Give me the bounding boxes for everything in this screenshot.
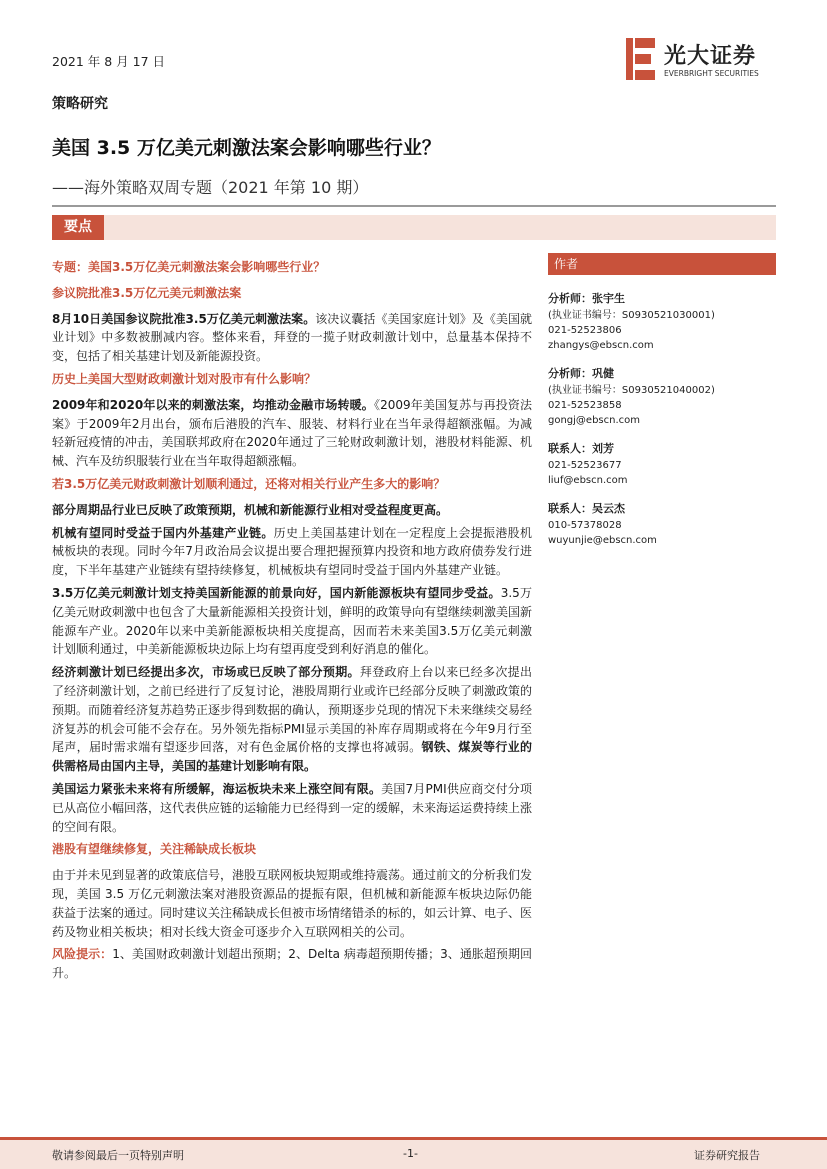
analyst-email[interactable]: zhangys@ebscn.com	[548, 340, 654, 351]
section-heading-3: 若3.5万亿美元财政刺激计划顺利通过，还将对相关行业产生多大的影响？	[52, 476, 446, 491]
paragraph-7	[52, 780, 532, 836]
report-date: 2021 年 8 月 17 日	[52, 54, 166, 69]
page-number: -1-	[403, 1147, 418, 1160]
footer-report-type: 证券研究报告	[694, 1149, 760, 1162]
paragraph-7-text: 美国7月PMI供应商交付分项已从高位小幅回落，这代表供应链的运输能力已经得到一定的缓解，未来海运运费持续上涨的空间有限。	[52, 781, 533, 834]
logo-name-cn: 光大证券	[664, 44, 757, 69]
keypoints-body	[52, 258, 532, 987]
paragraph-6-lead: 经济刺激计划已经提出多次，市场或已反映了部分预期。	[52, 665, 360, 680]
paragraph-4-lead: 机械有望同时受益于国内外基建产业链。	[52, 525, 274, 540]
analyst-1	[548, 291, 776, 353]
paragraph-6	[52, 663, 532, 776]
analyst-name: 分析师：巩健	[548, 367, 614, 380]
paragraph-2-text: 《2009年美国复苏与再投资法案》于2009年2月出台，颁布后港股的汽车、服装、材料行业在当年录得超额涨幅。为减轻新冠疫情的冲击，美国联邦政府在2020年通过了三轮财政刺激计划，港股材料能源、机械、汽车及纺织服装行业在当年取得超额涨幅。	[52, 397, 532, 469]
author-sidebar	[548, 253, 776, 561]
paragraph-1	[52, 310, 532, 366]
contact-1	[548, 441, 776, 488]
page-title: 美国 3.5 万亿美元刺激法案会影响哪些行业？	[52, 137, 441, 159]
company-logo	[626, 38, 786, 82]
author-header: 作者	[548, 253, 776, 275]
title-divider	[52, 205, 776, 207]
footer-disclaimer: 敬请参阅最后一页特别声明	[52, 1149, 184, 1162]
paragraph-1-text: 该决议囊括《美国家庭计划》及《美国就业计划》中多数被删减内容。整体来看，拜登的一揽子财政刺激计划中，总量基本保持不变，包括了相关基建计划及新能源投资。	[52, 311, 532, 364]
risk-warning	[52, 945, 532, 983]
risk-label: 风险提示：	[52, 947, 113, 962]
contact-email[interactable]: wuyunjie@ebscn.com	[548, 535, 657, 546]
paragraph-5	[52, 584, 532, 659]
paragraph-6-text: 拜登政府上台以来已经多次提出了经济刺激计划，之前已经进行了反复讨论，港股周期行业或许已经部分反映了刺激政策的预期。而随着经济复苏趋势正逐步得到数据的确认，预期逐步兑现的情况下未来继续交易经济复苏的机会可能不会存在。另外领先指标PMI显示美国的补库存周期或将在今年9月行至尾声，届时需求端有望逐步回落，对有色金属价格的支撑也将减弱。	[52, 665, 533, 755]
contact-name: 联系人：刘芳	[548, 442, 614, 455]
paragraph-1-lead: 8月10日美国参议院批准3.5万亿美元刺激法案。	[52, 311, 316, 326]
contact-name: 联系人：吴云杰	[548, 502, 625, 515]
logo-name-en: EVERBRIGHT SECURITIES	[664, 69, 759, 78]
analyst-phone: 021-52523858	[548, 400, 622, 411]
topic-heading: 专题：美国3.5万亿美元刺激法案会影响哪些行业？	[52, 260, 326, 274]
contact-phone: 010-57378028	[548, 520, 622, 531]
paragraph-8	[52, 866, 532, 941]
contact-phone: 021-52523677	[548, 460, 622, 471]
paragraph-5-text: 3.5万亿美元财政刺激中也包含了大量新能源相关投资计划，鲜明的政策导向有望继续刺激美国新能源车产业。2020年以来中美新能源板块相关度提高，因而若未来美国3.5万亿美元刺激计划顺利通过，中美新能源板块边际上均有望再度受到利好消息的催化。	[52, 585, 533, 657]
analyst-phone: 021-52523806	[548, 325, 622, 336]
analyst-cert: (执业证书编号：S0930521030001)	[548, 310, 715, 321]
section-heading-2: 历史上美国大型财政刺激计划对股市有什么影响？	[52, 371, 317, 386]
paragraph-5-lead: 3.5万亿美元刺激计划支持美国新能源的前景向好，国内新能源板块有望同步受益。	[52, 585, 501, 600]
risk-text: 1、美国财政刺激计划超出预期；2、Delta 病毒超预期传播；3、通胀超预期回升。	[52, 947, 532, 981]
logo-mark-icon	[626, 38, 656, 80]
paragraph-3	[52, 501, 532, 520]
paragraph-4	[52, 524, 532, 580]
paragraph-7-lead: 美国运力紧张未来将有所缓解，海运板块未来上涨空间有限。	[52, 781, 382, 796]
contact-email[interactable]: liuf@ebscn.com	[548, 475, 628, 486]
paragraph-4-text: 历史上美国基建计划在一定程度上会提振港股机械板块的表现。同时今年7月政治局会议提出要合理把握预算内投资和地方政府债券发行进度，下半年基建产业链续有望持续修复，机械板块有望同时受益于国内外基建产业链。	[52, 525, 532, 578]
paragraph-2	[52, 396, 532, 471]
page-subtitle: ——海外策略双周专题（2021 年第 10 期）	[52, 178, 369, 197]
paragraph-2-lead: 2009年和2020年以来的刺激法案，均推动金融市场转暖。	[52, 397, 374, 412]
analyst-name: 分析师：张宇生	[548, 292, 625, 305]
analyst-2	[548, 366, 776, 428]
contact-2	[548, 501, 776, 548]
section-heading-4: 港股有望继续修复，关注稀缺成长板块	[52, 842, 257, 857]
keypoints-label: 要点	[52, 215, 104, 240]
section-heading-1: 参议院批准3.5万亿元美元刺激法案	[52, 285, 242, 300]
paragraph-3-lead: 部分周期品行业已反映了政策预期，机械和新能源行业相对受益程度更高。	[52, 502, 449, 517]
keypoints-band	[52, 215, 776, 240]
report-category: 策略研究	[52, 96, 108, 112]
analyst-cert: (执业证书编号：S0930521040002)	[548, 385, 715, 396]
analyst-email[interactable]: gongj@ebscn.com	[548, 415, 641, 426]
paragraph-8-text: 由于并未见到显著的政策底信号，港股互联网板块短期或维持震荡。通过前文的分析我们发现，美国 3.5 万亿元刺激法案对港股资源品的提振有限，但机械和新能源车板块边际仍能获益于法案的通过。同时建议关注稀缺成长但被市场情绪错杀的标的，如云计算、电子、医药及物业相关板块；相对长线大资金可逐步介入互联网相关的公司。	[52, 868, 533, 939]
paragraph-6-conclusion: 钢铁、煤炭等行业的供需格局由国内主导，美国的基建计划影响有限。	[52, 740, 532, 774]
